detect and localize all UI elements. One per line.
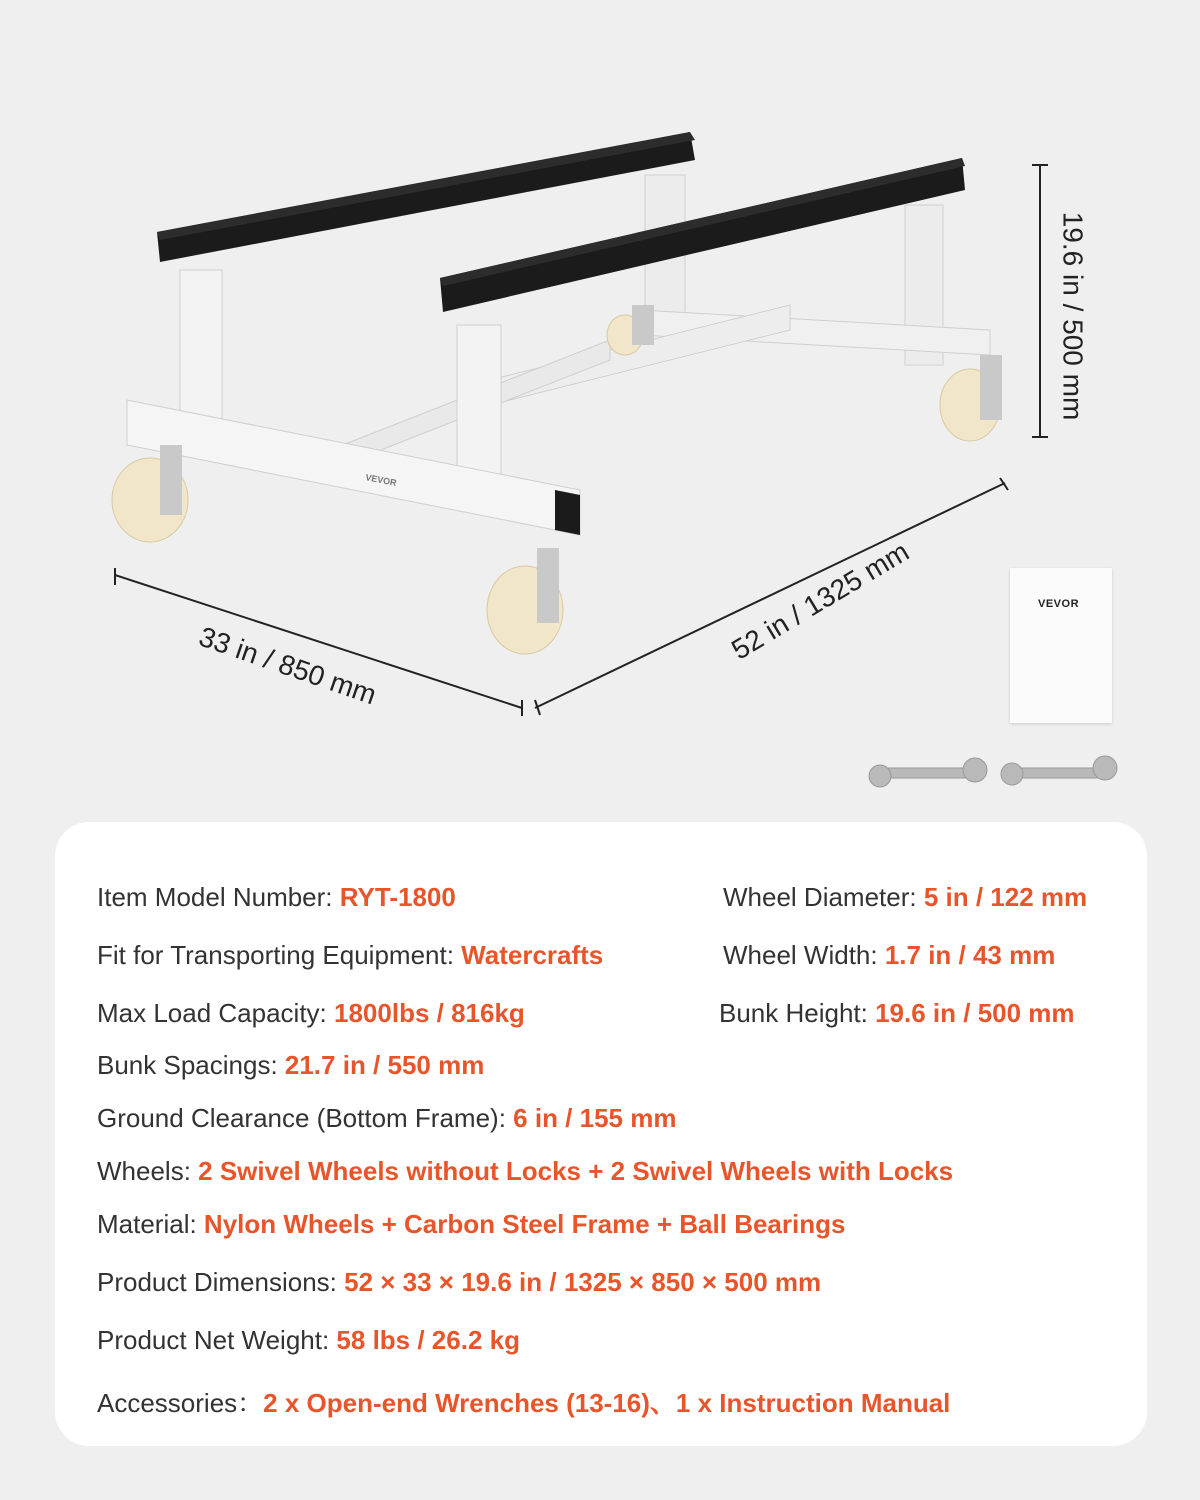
spec-label: Bunk Height: xyxy=(719,998,876,1028)
spec-label: Wheels: xyxy=(97,1156,199,1186)
spec-label: Product Net Weight: xyxy=(97,1325,337,1355)
bunk-pads xyxy=(157,132,965,312)
manual-brand-logo: VEVOR xyxy=(1038,598,1080,610)
spec-value: 21.7 in / 550 mm xyxy=(284,1050,485,1080)
spec-bunk-height xyxy=(719,998,1075,1029)
spec-label: Item Model Number: xyxy=(97,882,340,912)
spec-wheel-diameter xyxy=(723,882,1087,913)
spec-value: 58 lbs / 26.2 kg xyxy=(336,1325,520,1355)
length-dimension-label: 52 in / 1325 mm xyxy=(726,535,915,666)
spec-value: 1800lbs / 816kg xyxy=(334,998,525,1028)
spec-product-dimensions xyxy=(97,1267,821,1298)
spec-value: 2 Swivel Wheels without Locks + 2 Swivel Wheels with Locks xyxy=(198,1156,954,1186)
spec-label: Product Dimensions: xyxy=(97,1267,345,1297)
spec-value: 52 × 33 × 19.6 in / 1325 × 850 × 500 mm xyxy=(344,1267,822,1297)
spec-value: 5 in / 122 mm xyxy=(923,882,1088,912)
svg-text:VEVOR: VEVOR xyxy=(364,472,398,488)
spec-value: RYT-1800 xyxy=(339,882,456,912)
spec-label: Wheel Width: xyxy=(723,940,885,970)
spec-value: 19.6 in / 500 mm xyxy=(875,998,1075,1028)
spec-label: Ground Clearance (Bottom Frame): xyxy=(97,1103,514,1133)
spec-value: Nylon Wheels + Carbon Steel Frame + Ball Bearings xyxy=(203,1209,846,1239)
spec-value: 6 in / 155 mm xyxy=(513,1103,677,1133)
caster-wheels xyxy=(112,305,1002,654)
width-dimension-label: 33 in / 850 mm xyxy=(195,620,381,711)
wrench-icons xyxy=(869,756,1117,787)
spec-label: Accessories： xyxy=(97,1388,264,1418)
spec-wheels xyxy=(97,1156,953,1187)
instruction-manual-image xyxy=(1010,568,1112,723)
spec-fit-equipment xyxy=(97,940,603,971)
spec-accessories xyxy=(97,1383,950,1420)
spec-net-weight xyxy=(97,1325,520,1356)
specifications-card xyxy=(55,822,1147,1446)
spec-label: Max Load Capacity: xyxy=(97,998,335,1028)
spec-label: Fit for Transporting Equipment: xyxy=(97,940,462,970)
spec-ground-clearance xyxy=(97,1103,676,1134)
spec-model-number xyxy=(97,882,456,913)
spec-label: Bunk Spacings: xyxy=(97,1050,285,1080)
spec-bunk-spacings xyxy=(97,1050,484,1081)
spec-wheel-width xyxy=(723,940,1055,971)
spec-value: 2 x Open-end Wrenches (13-16)、1 x Instruction Manual xyxy=(263,1388,951,1418)
spec-material xyxy=(97,1209,845,1240)
height-dimension-label: 19.6 in / 500 mm xyxy=(1057,211,1089,421)
spec-value: Watercrafts xyxy=(461,940,604,970)
spec-max-load xyxy=(97,998,525,1029)
spec-label: Material: xyxy=(97,1209,204,1239)
spec-value: 1.7 in / 43 mm xyxy=(884,940,1056,970)
spec-label: Wheel Diameter: xyxy=(723,882,924,912)
